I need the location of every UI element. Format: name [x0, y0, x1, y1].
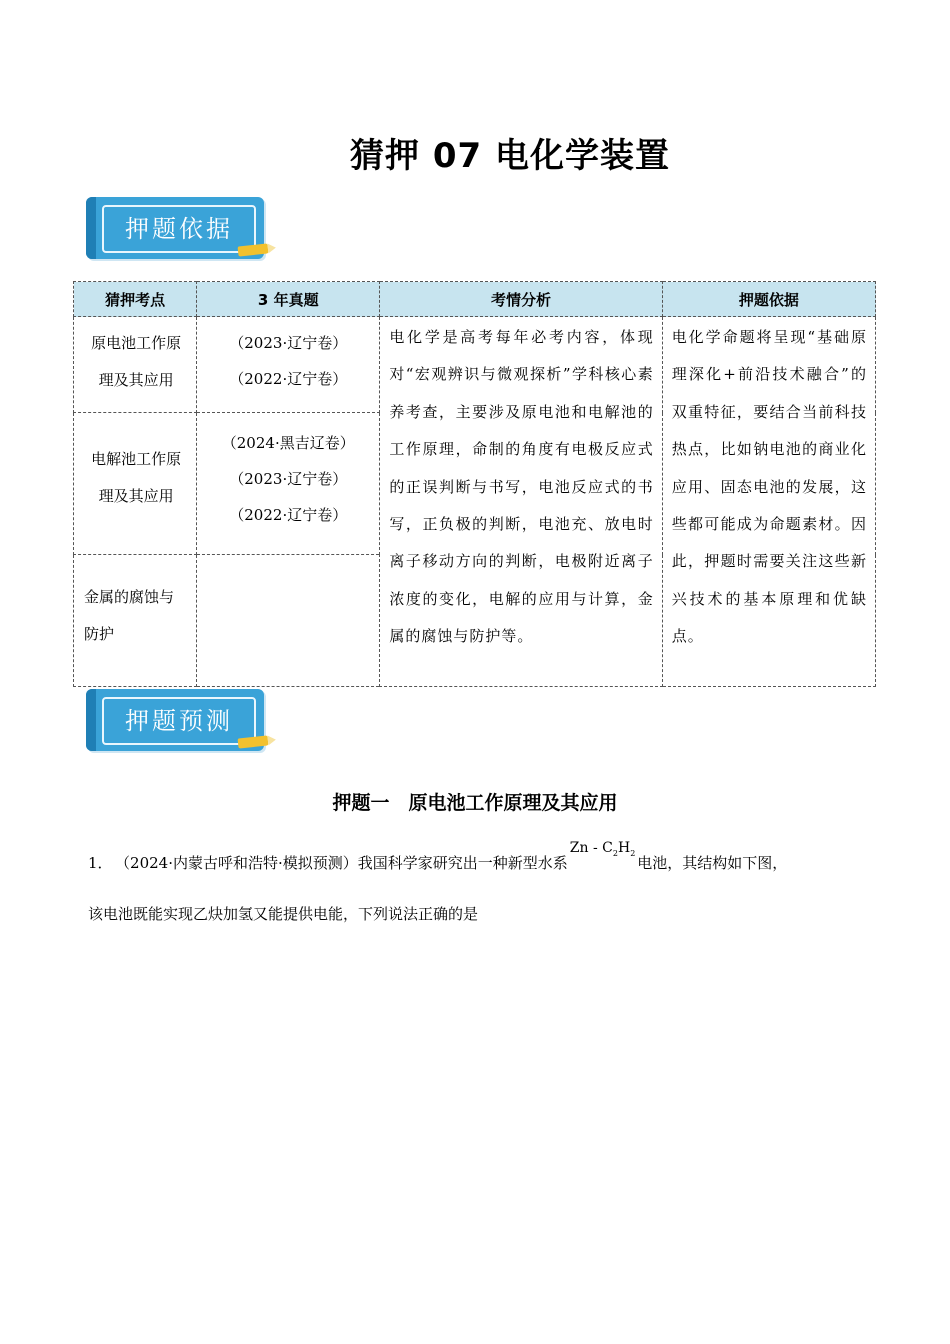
years-cell — [197, 413, 380, 555]
header-years: 3 年真题 — [197, 282, 380, 317]
year-item: （2022·辽宁卷） — [229, 370, 348, 388]
topic-cell — [74, 413, 197, 555]
pencil-icon — [238, 243, 269, 256]
years-cell — [197, 317, 380, 413]
question-text-after: 电池，其结构如下图， — [637, 854, 788, 872]
topic-text: 原电池工作原理及其应用 — [91, 334, 182, 389]
header-analysis: 考情分析 — [380, 282, 662, 317]
banner-forecast — [86, 689, 272, 755]
year-item: （2023·辽宁卷） — [229, 334, 348, 352]
banner-forecast-label: 押题预测 — [125, 707, 233, 735]
chemical-formula: Zn - $C_2H_2$ — [569, 840, 636, 858]
banner-fold — [86, 689, 96, 751]
analysis-text: 电化学是高考每年必考内容，体现对“宏观辨识与微观探析”学科核心素养考查，主要涉及原电池和电解池的工作原理，命制的角度有电极反应式的正误判断与书写，电池反应式的书写，正负极的判断，电池充、放电时离子移动方向的判断，电极附近离子浓度的变化，电解的应用与计算，金属的腐蚀与防护等。 — [389, 328, 654, 646]
topic-text: 电解池工作原理及其应用 — [91, 450, 182, 505]
question-number: 1． — [88, 854, 113, 872]
year-item: （2024·黑吉辽卷） — [221, 434, 355, 452]
year-item: （2023·辽宁卷） — [229, 470, 348, 488]
page-title: 猜押 07 电化学装置 — [350, 136, 670, 176]
topic-cell — [74, 555, 197, 687]
analysis-cell — [380, 317, 662, 687]
topic-cell — [74, 317, 197, 413]
banner-fold — [86, 197, 96, 259]
section-heading: 押题一 原电池工作原理及其应用 — [332, 792, 618, 814]
basis-text: 电化学命题将呈现“基础原理深化+前沿技术融合”的双重特征，要结合当前科技热点，比如钠电池的商业化应用、固态电池的发展，这些都可能成为命题素材。因此，押题时需要关注这些新兴技术的基本原理和优缺点。 — [671, 328, 867, 646]
question-text-before: 我国科学家研究出一种新型水系 — [357, 854, 568, 872]
question-source: （2024·内蒙古呼和浩特·模拟预测） — [122, 854, 358, 872]
years-cell — [197, 555, 380, 687]
banner-basis — [86, 197, 272, 263]
table-header-row — [74, 282, 876, 317]
header-topic: 猜押考点 — [74, 282, 197, 317]
question-line-1 — [88, 840, 788, 874]
year-item: （2022·辽宁卷） — [229, 506, 348, 524]
pencil-icon — [238, 735, 269, 748]
question-line-2: 该电池既能实现乙炔加氢又能提供电能，下列说法正确的是 — [88, 905, 479, 923]
topic-text: 金属的腐蚀与防护 — [84, 588, 175, 643]
basis-cell — [662, 317, 875, 687]
header-basis: 押题依据 — [662, 282, 875, 317]
banner-basis-label: 押题依据 — [125, 215, 233, 243]
exam-analysis-table — [73, 281, 876, 687]
table-row — [74, 317, 876, 413]
